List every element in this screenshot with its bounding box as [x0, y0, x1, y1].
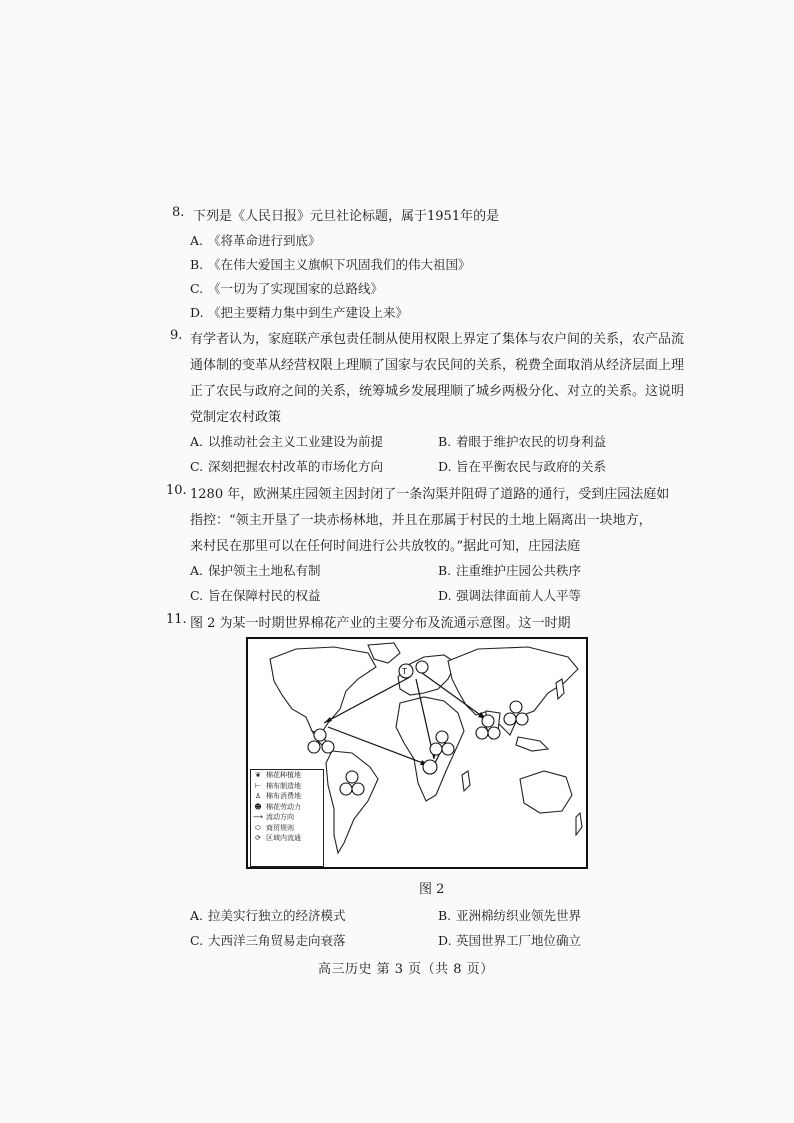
q9-stem-line-2: 通体制的变革从经营权限上理顺了国家与农民间的关系，税费全面取消从经济层面上理 [190, 358, 685, 373]
q11-number: 11. [166, 612, 187, 627]
legend-item: ⟶ 流动方向 [252, 813, 294, 821]
q10-number: 10. [166, 483, 187, 498]
icon-cluster-central-america [308, 729, 334, 753]
worker-icon: ☻ [254, 802, 262, 811]
svg-text:T: T [402, 667, 407, 676]
q8-option-d[interactable]: D. 《把主要精力集中到生产建设上来》 [190, 305, 409, 320]
q9-stem-line-1: 有学者认为，家庭联产承包责任制从使用权限上界定了集体与农户间的关系，农产品流 [190, 332, 685, 347]
q11-option-d[interactable]: D. 英国世界工厂地位确立 [438, 933, 582, 948]
q9-option-a[interactable]: A. 以推动社会主义工业建设为前提 [190, 434, 384, 449]
q8-stem: 下列是《人民日报》元旦社论标题，属于1951年的是 [193, 209, 500, 224]
q10-option-d[interactable]: D. 强调法律面前人人平等 [438, 588, 582, 603]
australia [520, 771, 572, 813]
q9-option-b[interactable]: B. 着眼于维护农民的切身利益 [438, 434, 607, 449]
arrow-icon: ⟶ [252, 813, 264, 821]
legend-item: ⊢ 棉布制造地 [254, 781, 301, 790]
q9-option-d[interactable]: D. 旨在平衡农民与政府的关系 [438, 459, 607, 474]
q10-option-c[interactable]: C. 旨在保障村民的权益 [190, 588, 321, 603]
q9-option-c[interactable]: C. 深刻把握农村改革的市场化方向 [190, 459, 384, 474]
shirt-icon: ♙ [254, 792, 262, 800]
icon-cluster-west-africa [423, 760, 437, 774]
map-legend [250, 769, 324, 867]
q8-option-c[interactable]: C. 《一切为了实现国家的总路线》 [190, 281, 384, 296]
legend-item: ⟳ 区域内流通 [251, 833, 323, 844]
southeast-asia-islands [516, 737, 548, 751]
cotton-world-map-figure [246, 637, 588, 869]
new-zealand [576, 813, 582, 835]
q9-number: 9. [170, 328, 183, 343]
q8-option-b[interactable]: B. 《在伟大爱国主义旗帜下巩固我们的伟大祖国》 [190, 257, 471, 272]
q10-stem-line-2: 指控：“领主开垦了一块赤杨林地，并且在那属于村民的土地上隔离出一块地方， [190, 513, 652, 528]
legend-item: ☻ 棉花劳动力 [254, 802, 301, 811]
cotton-plant-icon: ❦ [255, 771, 261, 779]
legend-item: ❦ 棉花种植地 [251, 770, 323, 781]
legend-item: ♙ 棉布消费地 [254, 792, 301, 800]
cycle-icon: ⟳ [255, 834, 261, 842]
south-america [326, 751, 378, 853]
q8-number: 8. [172, 205, 185, 220]
q11-stem: 图 2 为某一时期世界棉花产业的主要分布及流通示意图。这一时期 [190, 616, 571, 631]
ellipse-icon: ⬭ [255, 823, 261, 832]
q11-option-c[interactable]: C. 大西洋三角贸易走向衰落 [190, 933, 346, 948]
q9-stem-line-3: 正了农民与政府之间的关系，统筹城乡发展理顺了城乡两极分化、对立的关系。这说明 [190, 384, 685, 399]
q10-stem-line-3: 来村民在那里可以在任何时间进行公共放牧的。”据此可知，庄园法庭 [190, 539, 581, 554]
legend-item: ⬭ 商贸规则 [255, 823, 294, 832]
q9-stem-line-4: 党制定农村政策 [190, 410, 282, 425]
q11-option-a[interactable]: A. 拉美实行独立的经济模式 [190, 908, 346, 923]
q11-option-b[interactable]: B. 亚洲棉纺织业领先世界 [438, 908, 582, 923]
north-america [270, 647, 376, 735]
figure-caption: 图 2 [419, 882, 445, 897]
q10-option-a[interactable]: A. 保护领主土地私有制 [190, 563, 321, 578]
cloth-factory-icon: ⊢ [254, 781, 262, 790]
page-footer: 高三历史 第 3 页（共 8 页） [318, 962, 494, 977]
q10-option-b[interactable]: B. 注重维护庄园公共秩序 [438, 563, 582, 578]
madagascar [462, 771, 470, 791]
japan [556, 679, 564, 699]
greenland [368, 643, 400, 663]
q8-option-a[interactable]: A. 《将革命进行到底》 [190, 233, 321, 248]
q10-stem-line-1: 1280 年，欧洲某庄园领主因封闭了一条沟渠并阻碍了道路的通行，受到庄园法庭如 [190, 487, 670, 502]
